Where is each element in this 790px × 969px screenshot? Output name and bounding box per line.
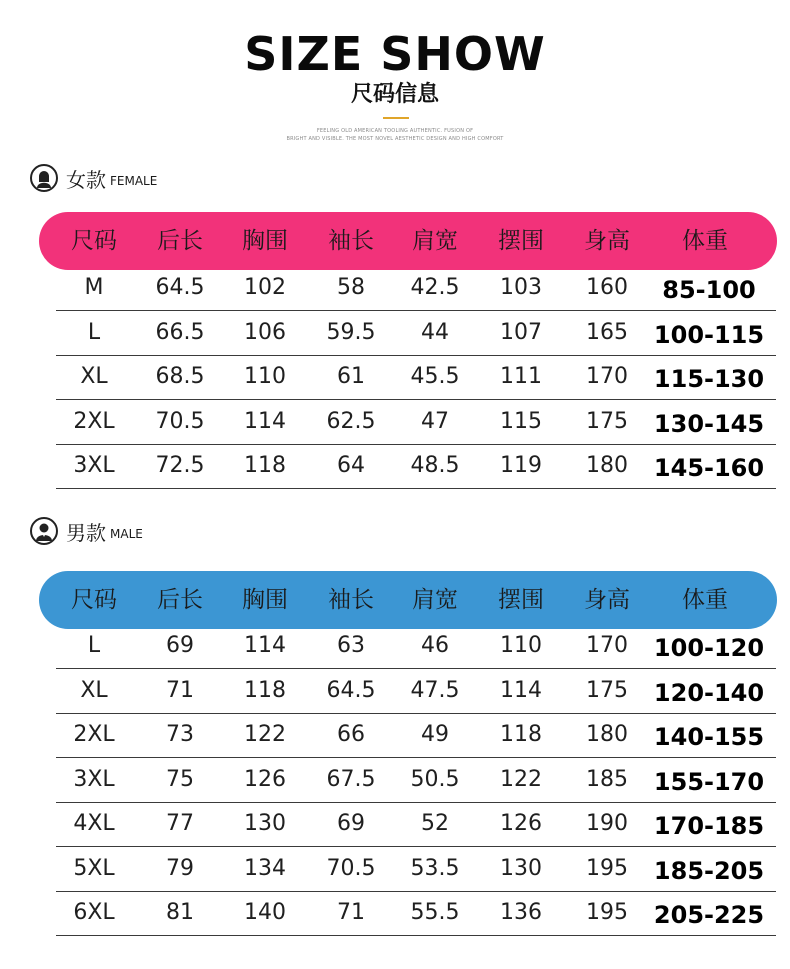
size-cell: 5XL: [73, 855, 115, 881]
table-cell: 49: [421, 722, 449, 747]
table-cell: 81: [166, 900, 194, 925]
table-cell: 50.5: [410, 766, 460, 792]
column-header: 尺码: [71, 228, 117, 254]
table-cell: 180: [586, 722, 628, 747]
table-cell: 110: [500, 633, 542, 658]
table-cell: 59.5: [326, 319, 376, 345]
table-cell: 140: [244, 900, 286, 925]
size-cell: 4XL: [73, 811, 115, 836]
weight-cell: 170-185: [653, 812, 765, 840]
table-cell: 64: [337, 453, 365, 478]
row-divider: [56, 355, 776, 356]
table-cell: 45.5: [410, 364, 460, 389]
weight-cell: 85-100: [662, 276, 756, 304]
table-cell: 47: [421, 408, 449, 434]
column-header: 摆围: [498, 587, 544, 613]
weight-cell: 205-225: [653, 901, 765, 929]
table-cell: 118: [500, 722, 542, 747]
male-section-header: [30, 516, 143, 546]
row-divider: [56, 444, 776, 445]
table-cell: 175: [586, 677, 628, 703]
table-cell: 103: [500, 275, 542, 300]
column-header: 身高: [584, 587, 630, 613]
table-cell: 180: [586, 453, 628, 478]
row-divider: [56, 399, 776, 400]
table-cell: 118: [244, 453, 286, 478]
table-cell: 48.5: [410, 453, 460, 478]
weight-cell: 100-120: [653, 634, 765, 662]
row-divider: [56, 757, 776, 758]
row-divider: [56, 935, 776, 936]
page-subtitle: 尺码信息: [350, 82, 439, 107]
table-cell: 44: [421, 319, 449, 345]
table-cell: 42.5: [410, 275, 460, 300]
table-cell: 195: [586, 900, 628, 925]
table-cell: 118: [244, 677, 286, 703]
table-cell: 61: [337, 364, 365, 389]
table-cell: 136: [500, 900, 542, 925]
table-cell: 71: [166, 677, 194, 703]
table-cell: 67.5: [326, 766, 376, 792]
female-label: 女款: [66, 167, 106, 192]
weight-cell: 100-115: [653, 320, 765, 349]
table-cell: 107: [500, 319, 542, 345]
table-cell: 114: [244, 408, 286, 434]
row-divider: [56, 891, 776, 892]
table-cell: 53.5: [410, 855, 460, 881]
table-cell: 170: [586, 364, 628, 389]
weight-cell: 120-140: [653, 678, 765, 707]
column-header: 袖长: [328, 228, 374, 254]
size-cell: M: [84, 275, 104, 300]
table-cell: 165: [586, 319, 628, 345]
row-divider: [56, 846, 776, 847]
column-header: 体重: [682, 587, 728, 613]
table-cell: 110: [244, 364, 286, 389]
column-header: 袖长: [328, 587, 374, 613]
row-divider: [56, 668, 776, 669]
table-cell: 71: [337, 900, 365, 925]
column-header: 后长: [157, 228, 203, 254]
table-cell: 190: [586, 811, 628, 836]
size-cell: 3XL: [73, 453, 115, 478]
size-cell: 2XL: [73, 722, 115, 747]
table-cell: 170: [586, 633, 628, 658]
table-cell: 195: [586, 855, 628, 881]
weight-cell: 140-155: [653, 723, 765, 751]
table-cell: 175: [586, 408, 628, 434]
table-cell: 70.5: [155, 408, 205, 434]
page-title: SIZE SHOW: [244, 27, 546, 81]
male-label: 男款: [66, 520, 106, 545]
size-cell: 6XL: [73, 900, 115, 925]
table-cell: 134: [244, 855, 286, 881]
size-cell: XL: [80, 364, 108, 389]
column-header: 摆围: [498, 228, 544, 254]
table-cell: 114: [244, 633, 286, 658]
table-cell: 64.5: [326, 677, 376, 703]
size-cell: XL: [80, 677, 108, 703]
table-cell: 66: [337, 722, 365, 747]
column-header: 体重: [682, 228, 728, 254]
table-cell: 47.5: [410, 677, 460, 703]
table-cell: 68.5: [155, 364, 205, 389]
weight-cell: 155-170: [653, 767, 765, 796]
female-section-header: [30, 163, 157, 193]
row-divider: [56, 310, 776, 311]
female-avatar-icon: [30, 164, 58, 192]
female-label-en: FEMALE: [110, 174, 158, 188]
table-cell: 185: [586, 766, 628, 792]
table-cell: 69: [337, 811, 365, 836]
table-cell: 126: [500, 811, 542, 836]
table-cell: 55.5: [410, 900, 460, 925]
tagline-line1: FEELING OLD AMERICAN TOOLING AUTHENTIC. FUSION OF: [316, 128, 474, 134]
male-label-en: MALE: [110, 527, 143, 541]
table-cell: 160: [586, 275, 628, 300]
size-cell: L: [87, 633, 101, 658]
table-cell: 126: [244, 766, 286, 792]
table-cell: 115: [500, 408, 542, 434]
row-divider: [56, 802, 776, 803]
table-cell: 119: [500, 453, 542, 478]
table-cell: 122: [244, 722, 286, 747]
table-cell: 77: [166, 811, 194, 836]
weight-cell: 130-145: [653, 409, 765, 438]
male-avatar-icon: [30, 517, 58, 545]
table-cell: 79: [166, 855, 194, 881]
column-header: 肩宽: [412, 228, 458, 254]
weight-cell: 145-160: [653, 454, 765, 482]
weight-cell: 185-205: [653, 856, 765, 885]
size-cell: L: [87, 319, 101, 345]
row-divider: [56, 488, 776, 489]
column-header: 后长: [157, 587, 203, 613]
table-cell: 106: [244, 319, 286, 345]
table-cell: 64.5: [155, 275, 205, 300]
table-cell: 70.5: [326, 855, 376, 881]
table-cell: 58: [337, 275, 365, 300]
column-header: 肩宽: [412, 587, 458, 613]
column-header: 身高: [584, 228, 630, 254]
table-cell: 63: [337, 633, 365, 658]
table-cell: 122: [500, 766, 542, 792]
table-cell: 52: [421, 811, 449, 836]
size-cell: 3XL: [73, 766, 115, 792]
row-divider: [56, 713, 776, 714]
table-cell: 102: [244, 275, 286, 300]
column-header: 胸围: [242, 228, 288, 254]
table-cell: 69: [166, 633, 194, 658]
table-cell: 72.5: [155, 453, 205, 478]
tagline-line2: BRIGHT AND VISIBLE. THE MOST NOVEL AESTHETIC DESIGN AND HIGH COMFORT: [286, 136, 504, 142]
table-cell: 66.5: [155, 319, 205, 345]
table-cell: 62.5: [326, 408, 376, 434]
accent-divider: [383, 117, 409, 119]
table-cell: 114: [500, 677, 542, 703]
column-header: 胸围: [242, 587, 288, 613]
size-cell: 2XL: [73, 408, 115, 434]
table-cell: 75: [166, 766, 194, 792]
table-cell: 130: [500, 855, 542, 881]
weight-cell: 115-130: [653, 365, 765, 393]
table-cell: 46: [421, 633, 449, 658]
column-header: 尺码: [71, 587, 117, 613]
table-cell: 130: [244, 811, 286, 836]
table-cell: 111: [500, 364, 542, 389]
table-cell: 73: [166, 722, 194, 747]
